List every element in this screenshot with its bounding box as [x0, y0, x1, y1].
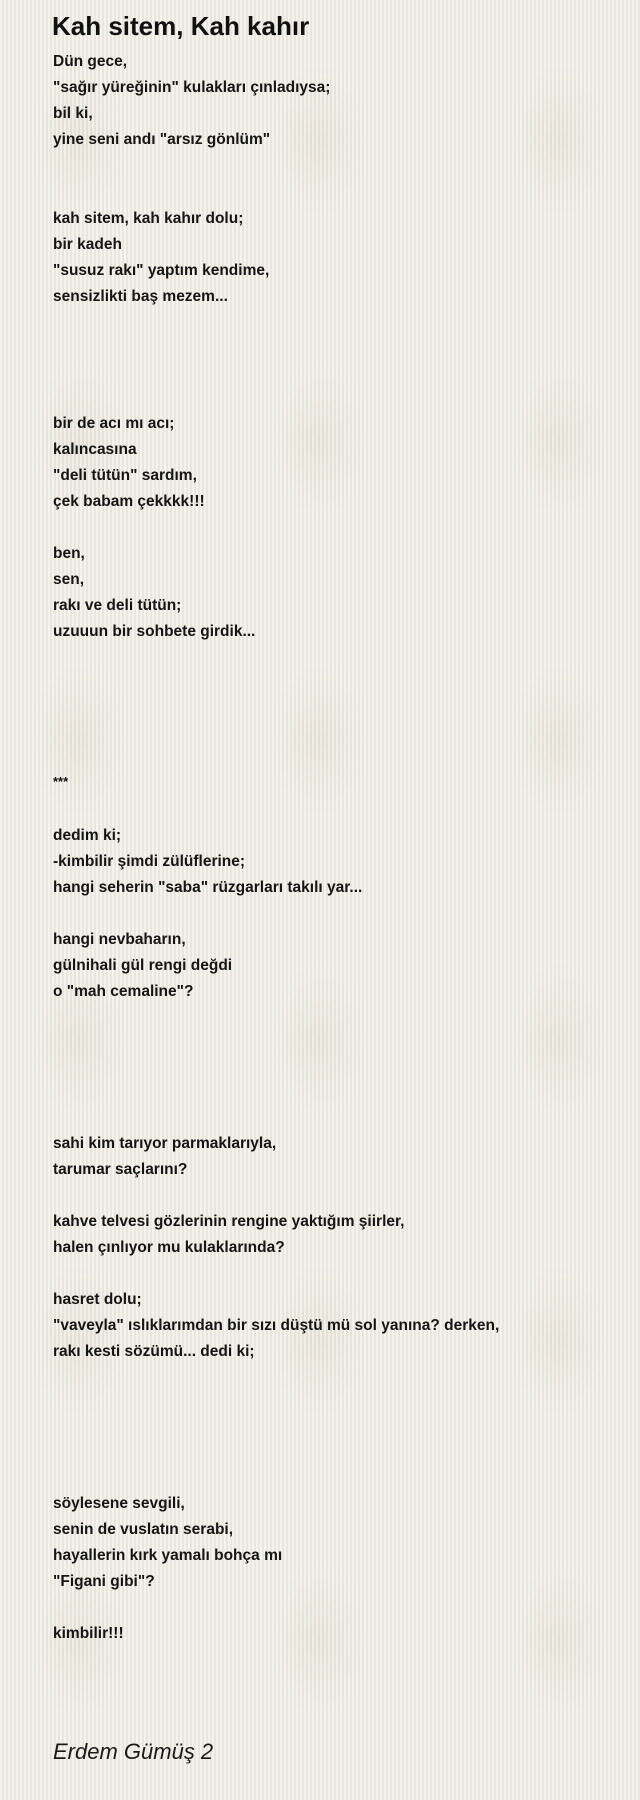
- poem-line: kimbilir!!!: [53, 1625, 124, 1642]
- poem-line: hasret dolu;: [53, 1291, 142, 1308]
- poem-line: halen çınlıyor mu kulaklarında?: [53, 1239, 285, 1256]
- poem-line: sahi kim tarıyor parmaklarıyla,: [53, 1135, 277, 1152]
- poem-line: bir de acı mı acı;: [53, 415, 175, 432]
- poem-line: rakı ve deli tütün;: [53, 597, 182, 614]
- poem-line: kah sitem, kah kahır dolu;: [53, 210, 244, 227]
- stanza-11: [53, 1621, 613, 1647]
- stanza-7: [53, 1131, 613, 1183]
- poem-line: gülnihali gül rengi değdi: [53, 957, 233, 974]
- stanza-3: [53, 411, 613, 515]
- stanza-2: [53, 206, 613, 310]
- poem-line: sensizlikti baş mezem...: [53, 288, 228, 305]
- poem-line: ben,: [53, 545, 85, 562]
- poem-line: kahve telvesi gözlerinin rengine yaktığım şiirler,: [53, 1213, 405, 1230]
- poem-line: "susuz rakı" yaptım kendime,: [53, 262, 270, 279]
- poem-line: "sağır yüreğinin" kulakları çınladıysa;: [53, 79, 331, 96]
- stanza-5: [53, 823, 613, 901]
- stanza-6: [53, 927, 613, 1005]
- poem-line: -kimbilir şimdi zülüflerine;: [53, 853, 246, 870]
- poem-line: uzuuun bir sohbete girdik...: [53, 623, 256, 640]
- poem-line: o "mah cemaline"?: [53, 983, 194, 1000]
- poem-line: "deli tütün" sardım,: [53, 467, 197, 484]
- poem-line: yine seni andı "arsız gönlüm": [53, 131, 271, 148]
- poem-title: Kah sitem, Kah kahır: [52, 11, 310, 41]
- poem-line: hangi nevbaharın,: [53, 931, 186, 948]
- poem-line: rakı kesti sözümü... dedi ki;: [53, 1343, 255, 1360]
- poem-line: "Figani gibi"?: [53, 1573, 155, 1590]
- stanza-1: [53, 49, 613, 153]
- poem-line: hangi seherin "saba" rüzgarları takılı yar...: [53, 879, 363, 896]
- poem-line: söylesene sevgili,: [53, 1495, 185, 1512]
- stanza-9: [53, 1287, 613, 1365]
- poem-line: senin de vuslatın serabi,: [53, 1521, 234, 1538]
- poem-line: dedim ki;: [53, 827, 122, 844]
- author-name: Erdem Gümüş 2: [53, 1739, 214, 1764]
- poem-line: kalıncasına: [53, 441, 137, 458]
- poem-line: "vaveyla" ıslıklarımdan bir sızı düştü mü sol yanına? derken,: [53, 1317, 500, 1334]
- poem-line: bir kadeh: [53, 236, 122, 253]
- stanza-4: [53, 541, 613, 645]
- poem-line: tarumar saçlarını?: [53, 1161, 188, 1178]
- stanza-8: [53, 1209, 613, 1261]
- poem-line: sen,: [53, 571, 85, 588]
- stanza-10: [53, 1491, 613, 1595]
- section-separator: ***: [53, 774, 69, 789]
- poem-line: çek babam çekkkk!!!: [53, 493, 205, 510]
- poem-line: bil ki,: [53, 105, 93, 122]
- poem-line: Dün gece,: [53, 53, 128, 70]
- poem-line: hayallerin kırk yamalı bohça mı: [53, 1547, 283, 1564]
